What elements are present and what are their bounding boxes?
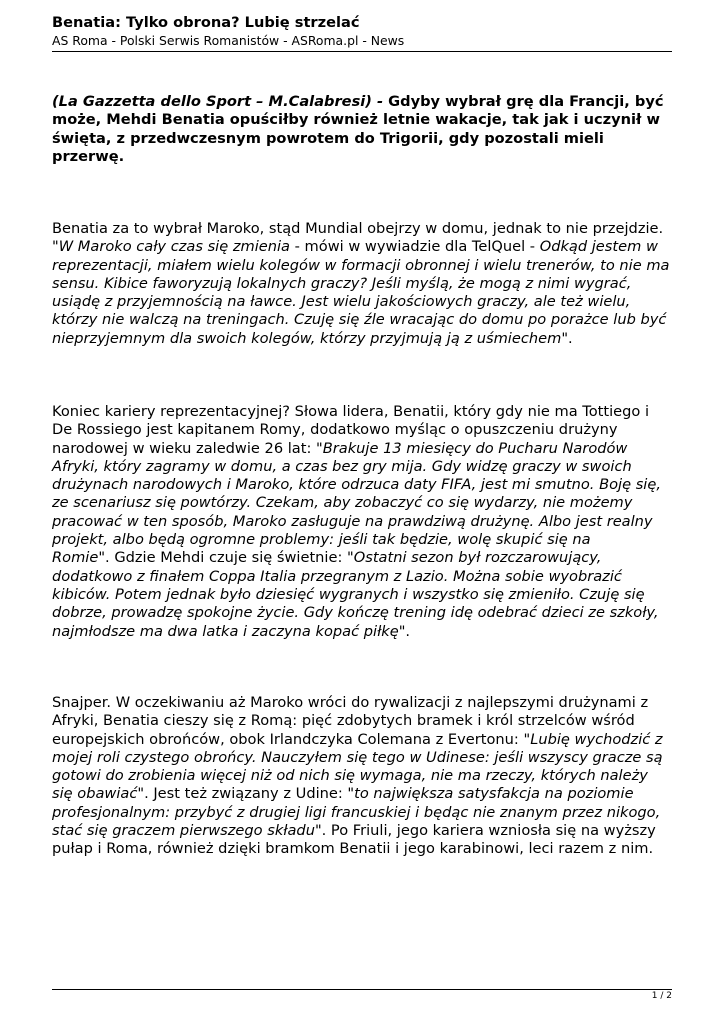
lead-attribution: (La Gazzetta dello Sport – M.Calabresi) - <box>52 93 384 110</box>
text-line: najmłodsze ma dwa latka i zaczyna kopać piłkę". <box>52 622 411 640</box>
body-paragraph-1 <box>52 220 677 348</box>
footer-divider <box>52 989 672 990</box>
text-line: pracować w ten sposób, Maroko zasługuje na prawdziwą drużynę. Albo jest realny <box>52 512 653 530</box>
lead-line: przerwę. <box>52 148 125 166</box>
lead-paragraph <box>52 93 677 167</box>
text-line: Snajper. W oczekiwaniu aż Maroko wróci do rywalizacji z najlepszymi drużynami z <box>52 694 649 711</box>
text-line: mojej roli czystego obrońcy. Nauczyłem się tego w Udinese: jeśli wszyscy gracze są <box>52 748 663 766</box>
text-line: dodatkowo z finałem Coppa Italia przegranym z Lazio. Można sobie wyobrazić <box>52 567 622 585</box>
text-line: usiądę z przyjemnością na ławce. Jest wielu jakościowych graczy, ale też wielu, <box>52 293 631 311</box>
text-line: Afryki, Benatia cieszy się z Romą: pięć zdobytych bramek i król strzelców wśród <box>52 712 635 730</box>
document-header <box>52 14 672 49</box>
page-number: 1 / 2 <box>651 991 672 1001</box>
text-line: drużynach narodowych i Maroko, które odrzuca daty FIFA, jest mi smutno. Boję się, <box>52 476 661 494</box>
text-line: reprezentacji, miałem wielu kolegów w formacji obronnej i wielu trenerów, to nie ma <box>52 256 670 274</box>
text-line: De Rossiego jest kapitanem Romy, dodatkowo myśląc o opuszczeniu drużyny <box>52 421 618 439</box>
text-line: profesjonalnym: przybyć z drugiej ligi francuskiej i będąc nie znanym przez nikogo, <box>52 803 661 821</box>
text-line: Benatia za to wybrał Maroko, stąd Mundial obejrzy w domu, jednak to nie przejdzie. <box>52 220 664 237</box>
text-line: gotowi do zrobienia więcej niż od nich się wymaga, nie ma rzeczy, których należy <box>52 767 648 785</box>
text-line: Romie". Gdzie Mehdi czuje się świetnie: "Ostatni sezon był rozczarowujący, <box>52 549 602 567</box>
lead-line: może, Mehdi Benatia opuściłby również letnie wakacje, tak jak i uczynił w <box>52 111 661 129</box>
text-line: stać się graczem pierwszego składu". Po Friuli, jego kariera wzniosła się na wyższy <box>52 822 656 840</box>
text-line: Afryki, który zagramy w domu, a czas bez gry mija. Gdy widzę graczy w swoich <box>52 457 632 475</box>
text-line: "W Maroko cały czas się zmienia - mówi w wywiadzie dla TelQuel - Odkąd jestem w <box>52 238 658 256</box>
text-line: którzy nie walczą na treningach. Czuję się źle wracając do domu po porażce lub być <box>52 311 667 329</box>
site-name: AS Roma - Polski Serwis Romanistów - ASRoma.pl - News <box>52 33 405 48</box>
text-line: Koniec kariery reprezentacyjnej? Słowa lidera, Benatii, który gdy nie ma Tottiego i <box>52 403 650 420</box>
text-line: pułap i Roma, również dzięki bramkom Benatii i jego karabinowi, leci razem z nim. <box>52 840 654 858</box>
article-title: Benatia: Tylko obrona? Lubię strzelać <box>52 14 360 31</box>
text-line: europejskich obrońców, obok Irlandczyka Colemana z Evertonu: "Lubię wychodzić z <box>52 730 663 748</box>
body-paragraph-2 <box>52 403 677 641</box>
header-divider <box>52 51 672 52</box>
document-page <box>52 0 672 1024</box>
text-line: sensu. Kibice faworyzują lokalnych graczy? Jeśli myślą, że mogą z nimi wygrać, <box>52 274 632 292</box>
text-line: nieprzyjemnym dla swoich kolegów, którzy przyjmują ją z uśmiechem". <box>52 329 573 347</box>
text-line: projekt, albo będą ogromne problemy: jeśli tak będzie, wolę skupić się na <box>52 531 591 549</box>
lead-line: święta, z przedwczesnym powrotem do Trigorii, gdy pozostali mieli <box>52 129 604 147</box>
body-paragraph-3 <box>52 694 677 859</box>
text-line: narodowej w wieku zaledwie 26 lat: "Brakuje 13 miesięcy do Pucharu Narodów <box>52 439 628 457</box>
text-line: kibiców. Potem jednak było dziesięć wygranych i wszystko się zmieniło. Czuję się <box>52 585 645 603</box>
text-line: ze scenariusz się powtórzy. Czekam, aby zobaczyć co się wydarzy, nie możemy <box>52 494 633 512</box>
lead-line: (La Gazzetta dello Sport – M.Calabresi) - Gdyby wybrał grę dla Francji, być <box>52 93 664 110</box>
text-line: się obawiać". Jest też związany z Udine: "to największa satysfakcja na poziomie <box>52 785 634 803</box>
text-line: dobrze, prowadzę spokojne życie. Gdy kończę trening idę odebrać dzieci ze szkoły, <box>52 604 659 622</box>
